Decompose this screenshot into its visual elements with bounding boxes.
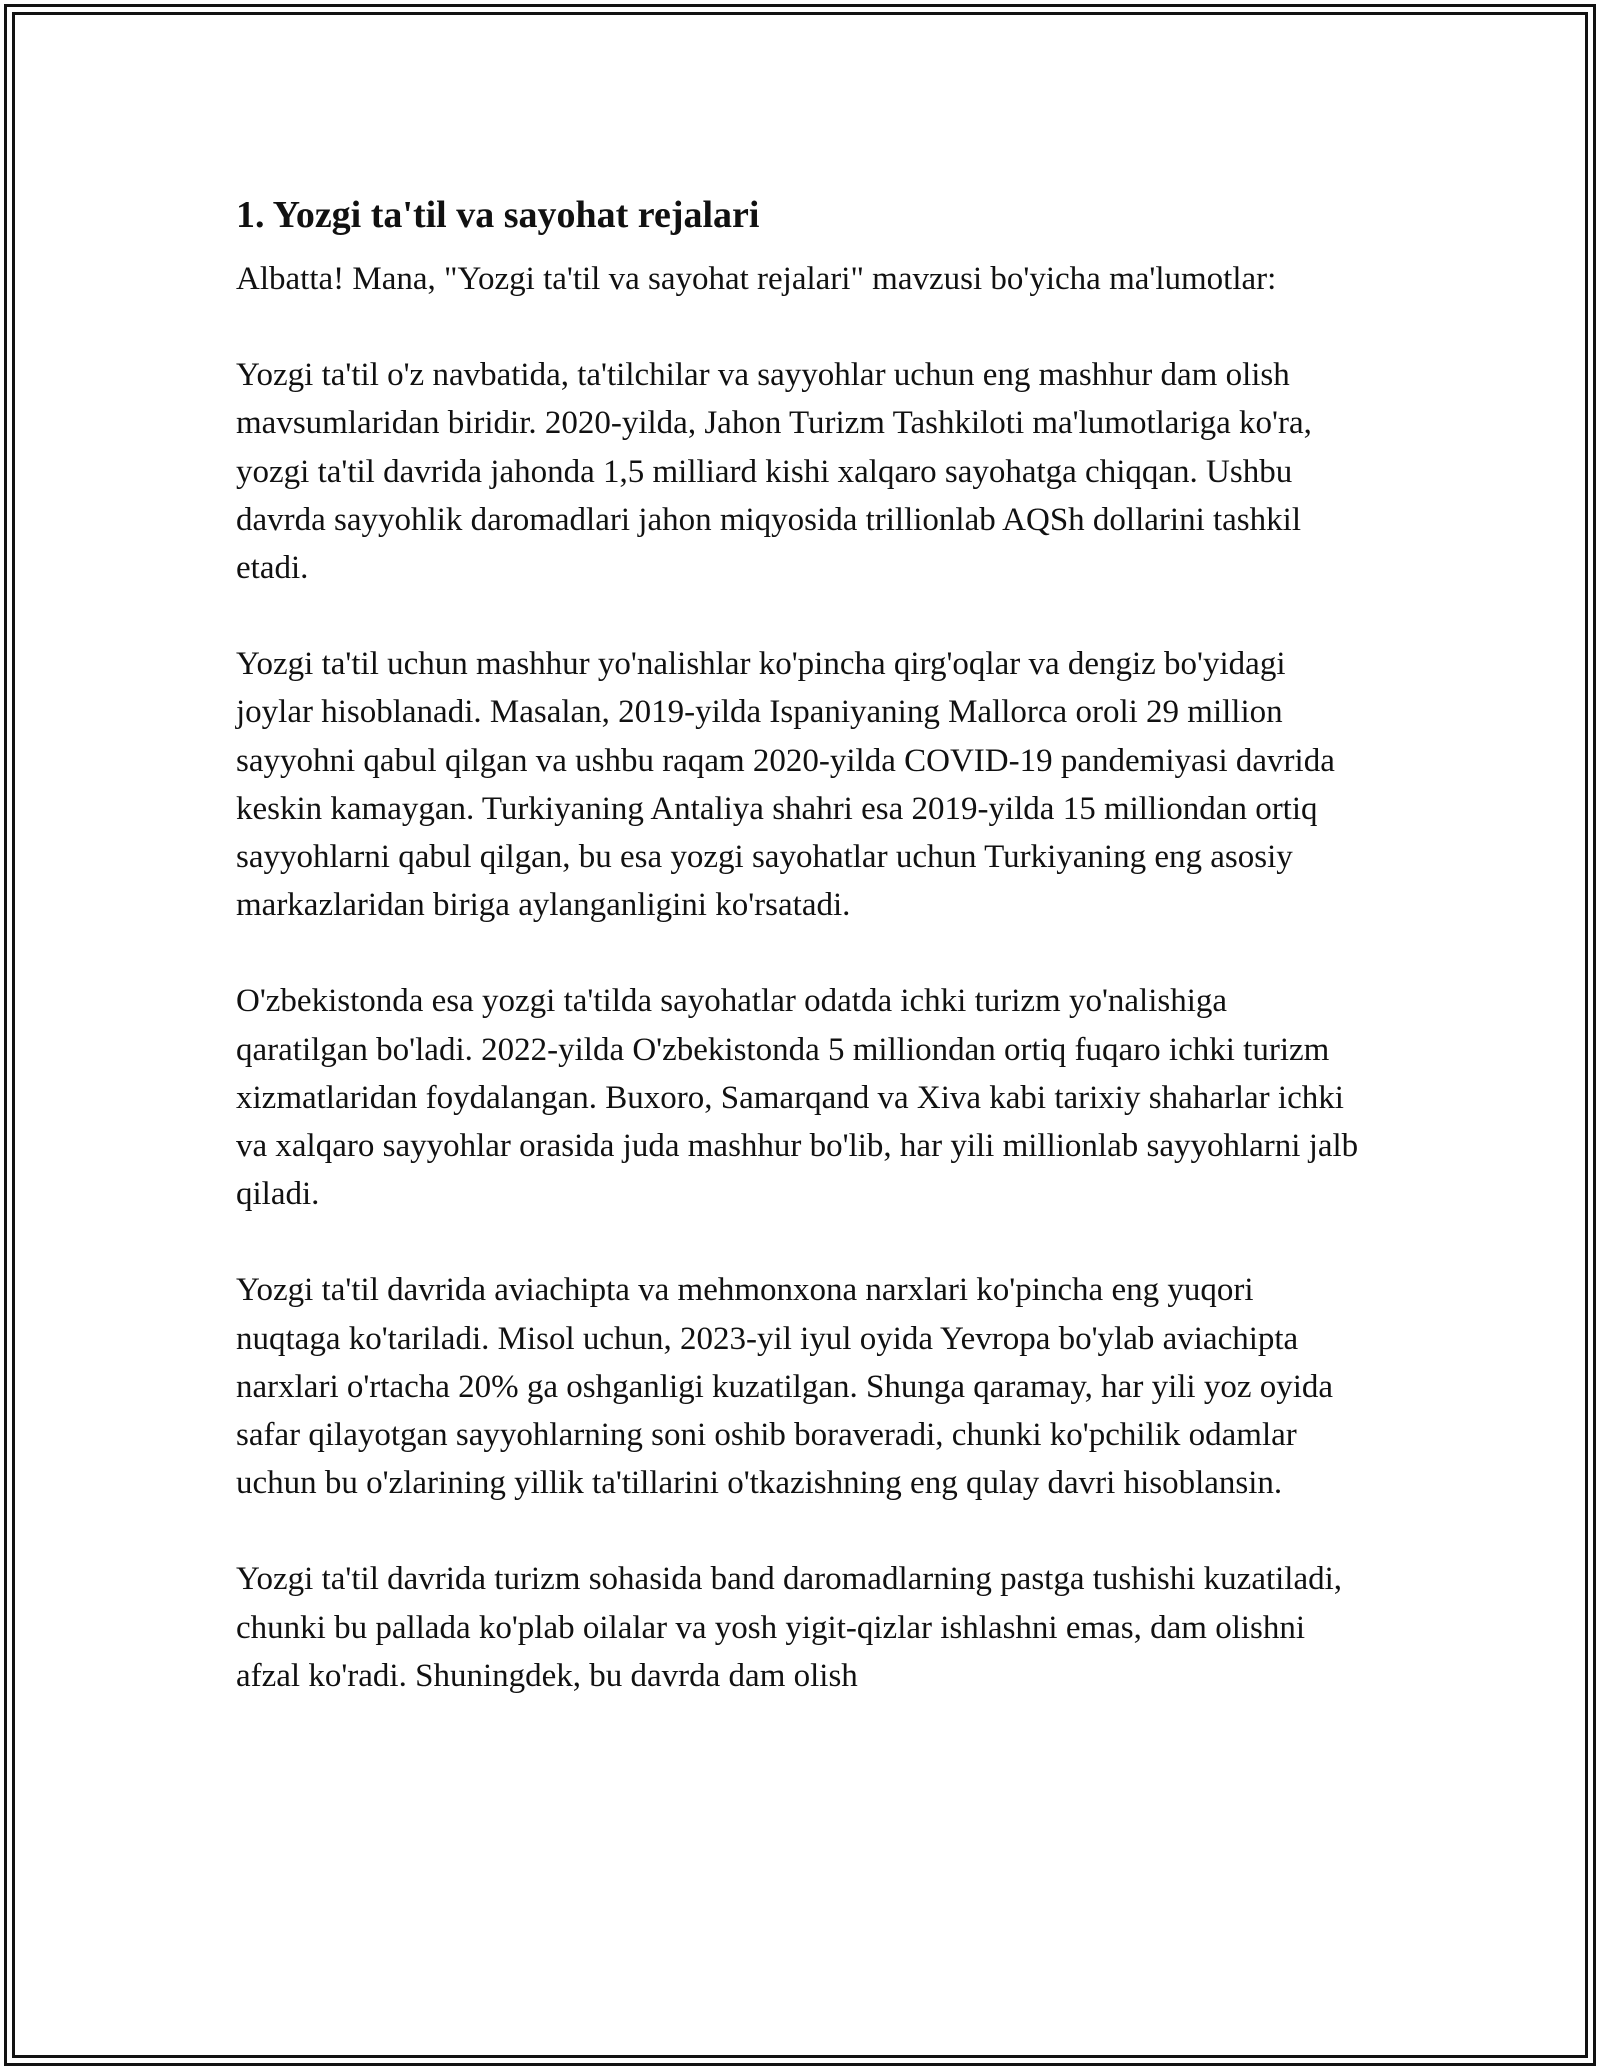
document-body	[236, 183, 1366, 1700]
paragraph-3: O'zbekistonda esa yozgi ta'tilda sayohatlar odatda ichki turizm yo'nalishiga qaratilgan bo'ladi. 2022-yilda O'zbekistonda 5 milliondan ortiq fuqaro ichki turizm xizmatlaridan foydalangan. Buxoro, Samarqand va Xiva kabi tarixiy shaharlar ichki va xalqaro sayyohlar orasida juda mashhur bo'lib, har yili millionlab sayyohlarni jalb qiladi.	[236, 983, 1359, 1213]
section-heading: 1. Yozgi ta'til va sayohat rejalari	[236, 194, 760, 236]
paragraph-5: Yozgi ta'til davrida turizm sohasida band daromadlarning pastga tushishi kuzatiladi, chunki bu pallada ko'plab oilalar va yosh yigit-qizlar ishlashni emas, dam olishni afzal ko'radi. Shuningdek, bu davrda dam olish	[236, 1561, 1343, 1694]
paragraph-1: Yozgi ta'til o'z navbatida, ta'tilchilar va sayyohlar uchun eng mashhur dam olish mavsumlaridan biridir. 2020-yilda, Jahon Turizm Tashkiloti ma'lumotlariga ko'ra, yozgi ta'til davrida jahonda 1,5 milliard kishi xalqaro sayohatga chiqqan. Ushbu davrda sayyohlik daromadlari jahon miqyosida trillionlab AQSh dollarini tashkil etadi.	[236, 357, 1312, 587]
paragraph-4: Yozgi ta'til davrida aviachipta va mehmonxona narxlari ko'pincha eng yuqori nuqtaga ko'tariladi. Misol uchun, 2023-yil iyul oyida Yevropa bo'ylab aviachipta narxlari o'rtacha 20% ga oshganligi kuzatilgan. Shunga qaramay, har yili yoz oyida safar qilayotgan sayyohlarning soni oshib boraveradi, chunki ko'pchilik odamlar uchun bu o'zlarining yillik ta'tillarini o'tkazishning eng qulay davri hisoblansin.	[236, 1272, 1334, 1502]
paragraph-intro: Albatta! Mana, "Yozgi ta'til va sayohat rejalari" mavzusi bo'yicha ma'lumotlar:	[236, 261, 1277, 297]
paragraph-2: Yozgi ta'til uchun mashhur yo'nalishlar ko'pincha qirg'oqlar va dengiz bo'yidagi joylar hisoblanadi. Masalan, 2019-yilda Ispaniyaning Mallorca oroli 29 million sayyohni qabul qilgan va ushbu raqam 2020-yilda COVID-19 pandemiyasi davrida keskin kamaygan. Turkiyaning Antaliya shahri esa 2019-yilda 15 milliondan ortiq sayyohlarni qabul qilgan, bu esa yozgi sayohatlar uchun Turkiyaning eng asosiy markazlaridan biriga aylanganligini ko'rsatadi.	[236, 646, 1335, 924]
